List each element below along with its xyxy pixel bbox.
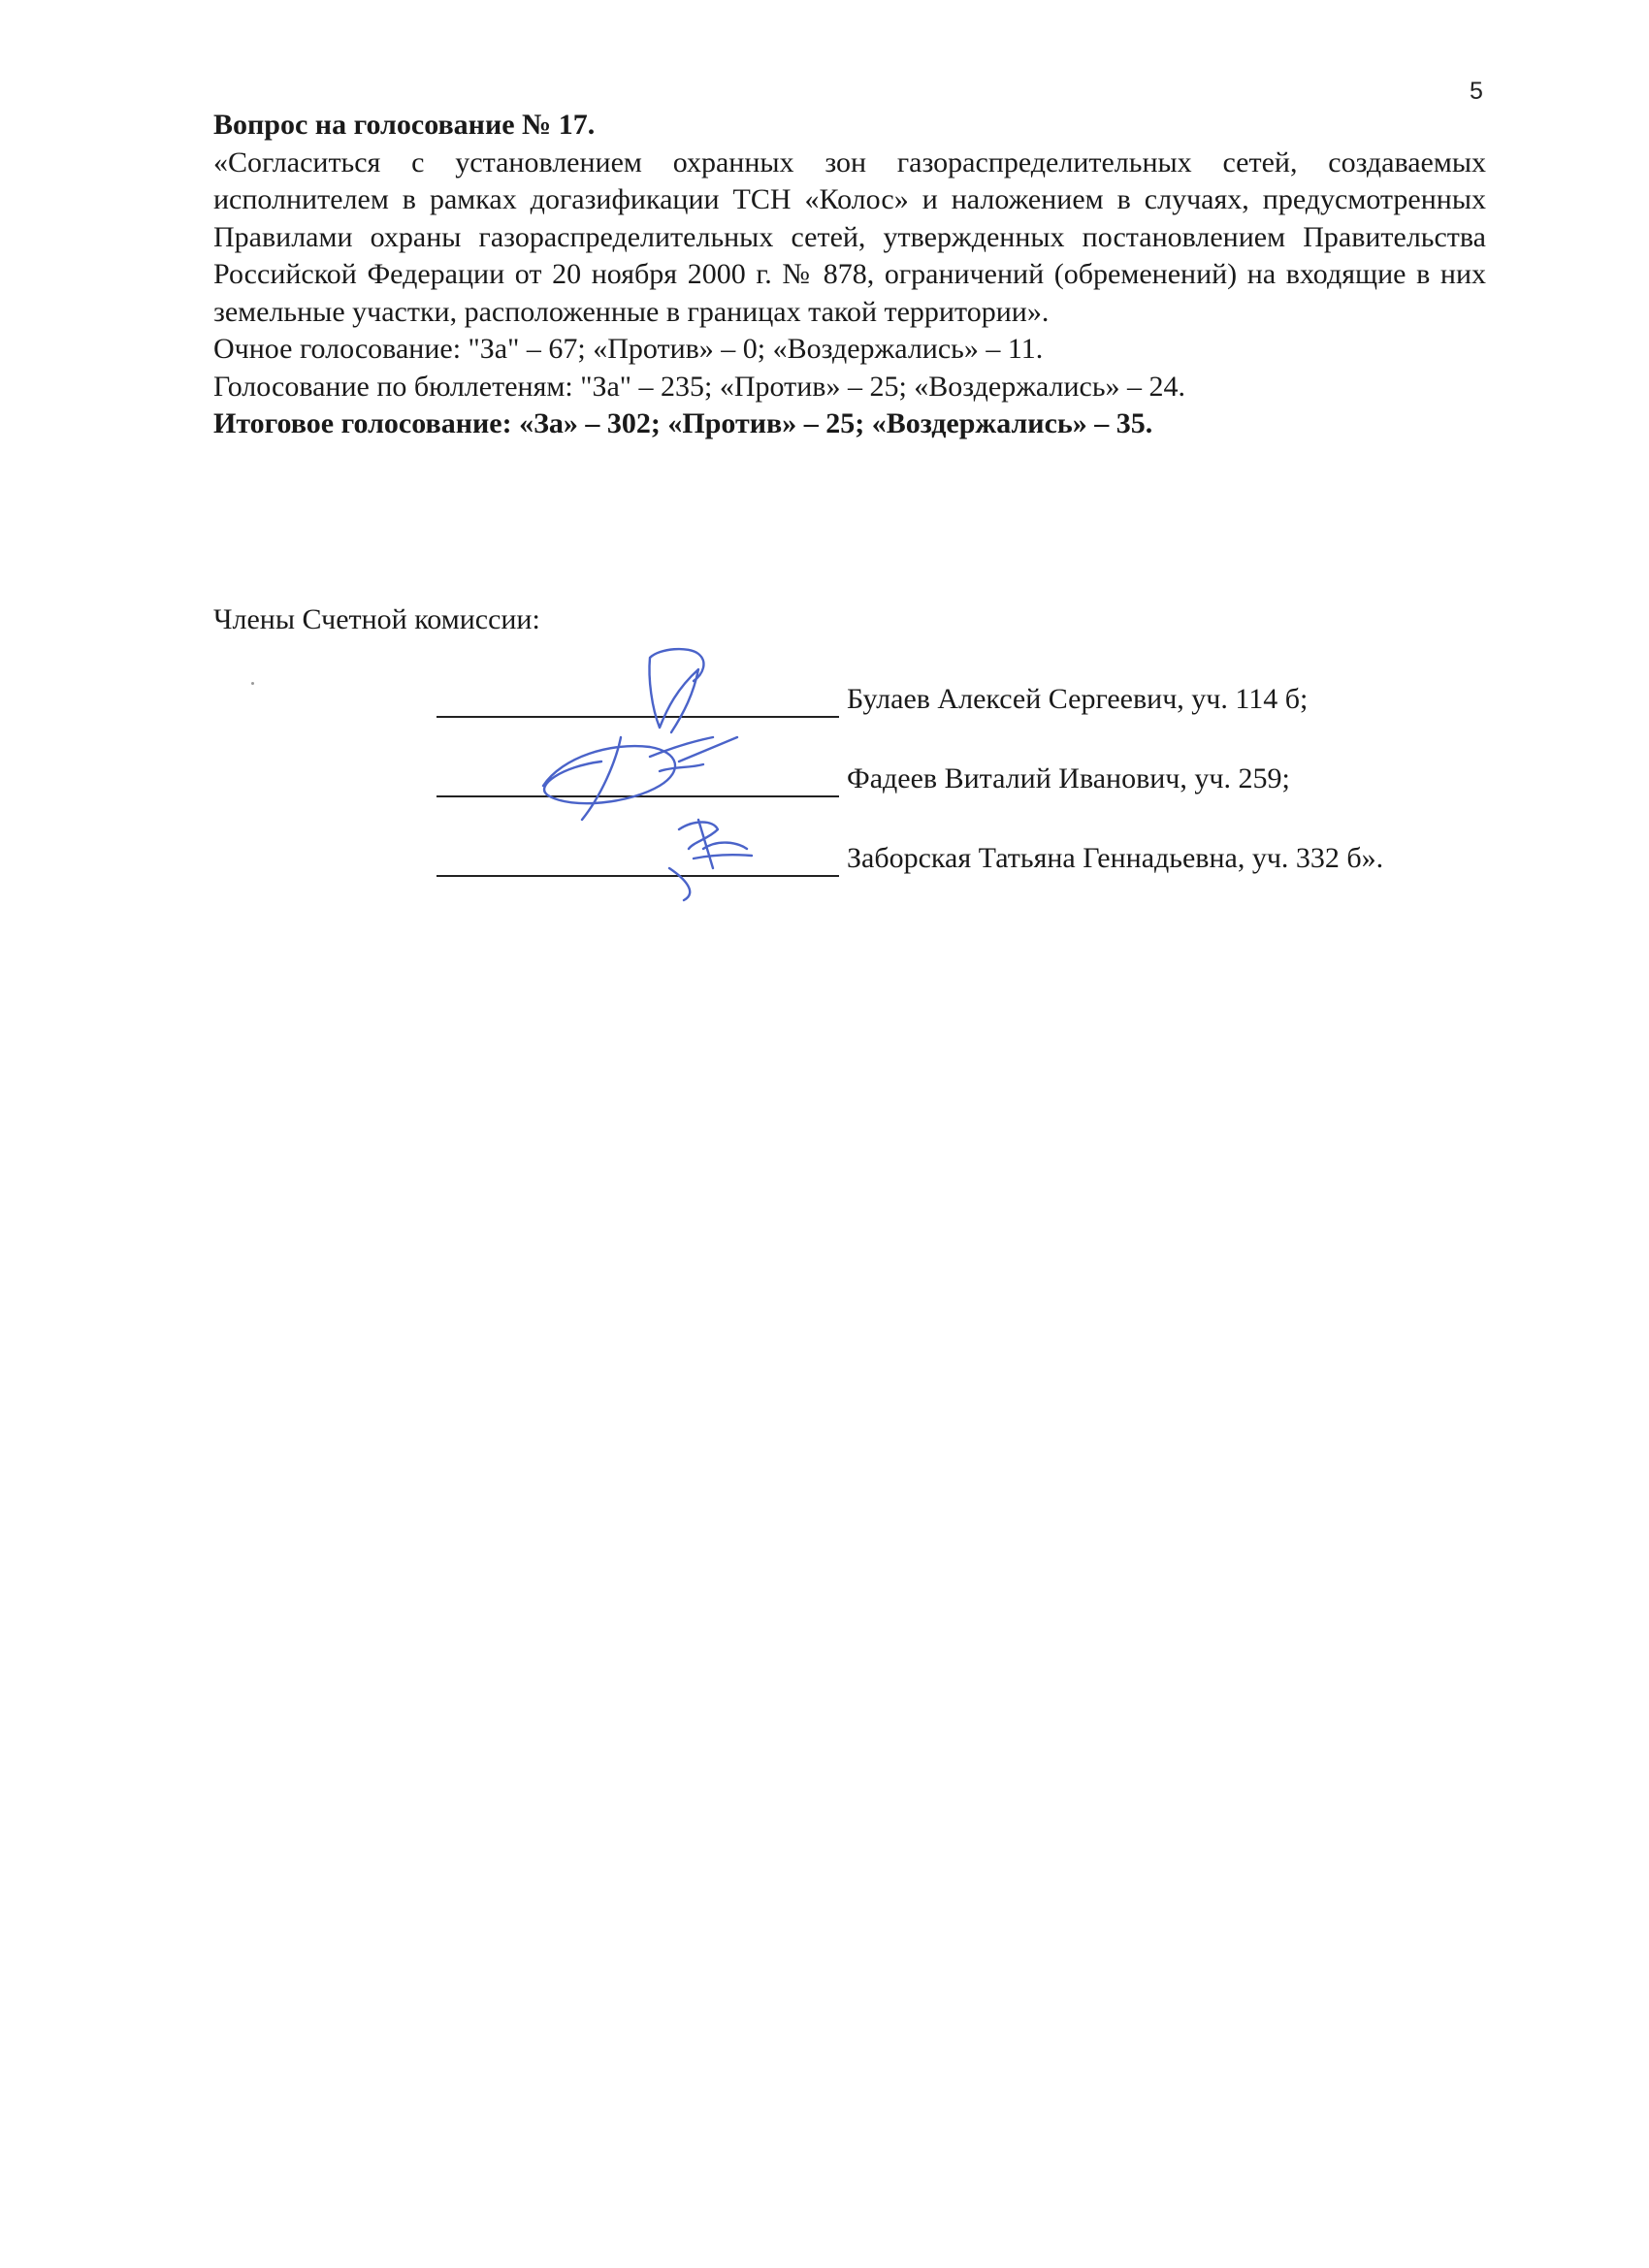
member-name-3: Заборская Татьяна Геннадьевна, уч. 332 б».: [847, 842, 1384, 874]
scan-artifact: [251, 682, 254, 685]
page-number: 5: [1470, 78, 1483, 105]
signature-2: [543, 737, 737, 820]
signature-3: [669, 820, 752, 900]
question-text: «Согласиться с установлением охранных зон газораспределительных сетей, создаваемых исполнителем в рамках догазификации ТСН «Колос» и наложением в случаях, предусмотренных Правилами охраны газораспределительных сетей, утвержденных постановлением Правительства Российской Федерации от 20 ноября 2000 г. № 878, ограничений (обременений) на входящие в них земельные участки, расположенные в границах такой территории».: [213, 146, 1486, 328]
ballot-vote-result: Голосование по бюллетеням: "За" – 235; «Против» – 25; «Воздержались» – 24.: [213, 370, 1186, 403]
question-title: Вопрос на голосование № 17.: [213, 109, 596, 141]
commission-heading: Члены Счетной комиссии:: [213, 603, 540, 635]
total-vote-result: Итоговое голосование: «За» – 302; «Против» – 25; «Воздержались» – 35.: [213, 407, 1153, 439]
member-name-1: Булаев Алексей Сергеевич, уч. 114 б;: [847, 683, 1309, 715]
in-person-vote-result: Очное голосование: "За" – 67; «Против» – 0; «Воздержались» – 11.: [213, 333, 1044, 365]
signature-1: [649, 649, 703, 732]
question-section: [213, 107, 1486, 443]
handwritten-signatures: [504, 640, 854, 902]
member-name-2: Фадеев Виталий Иванович, уч. 259;: [847, 762, 1290, 794]
